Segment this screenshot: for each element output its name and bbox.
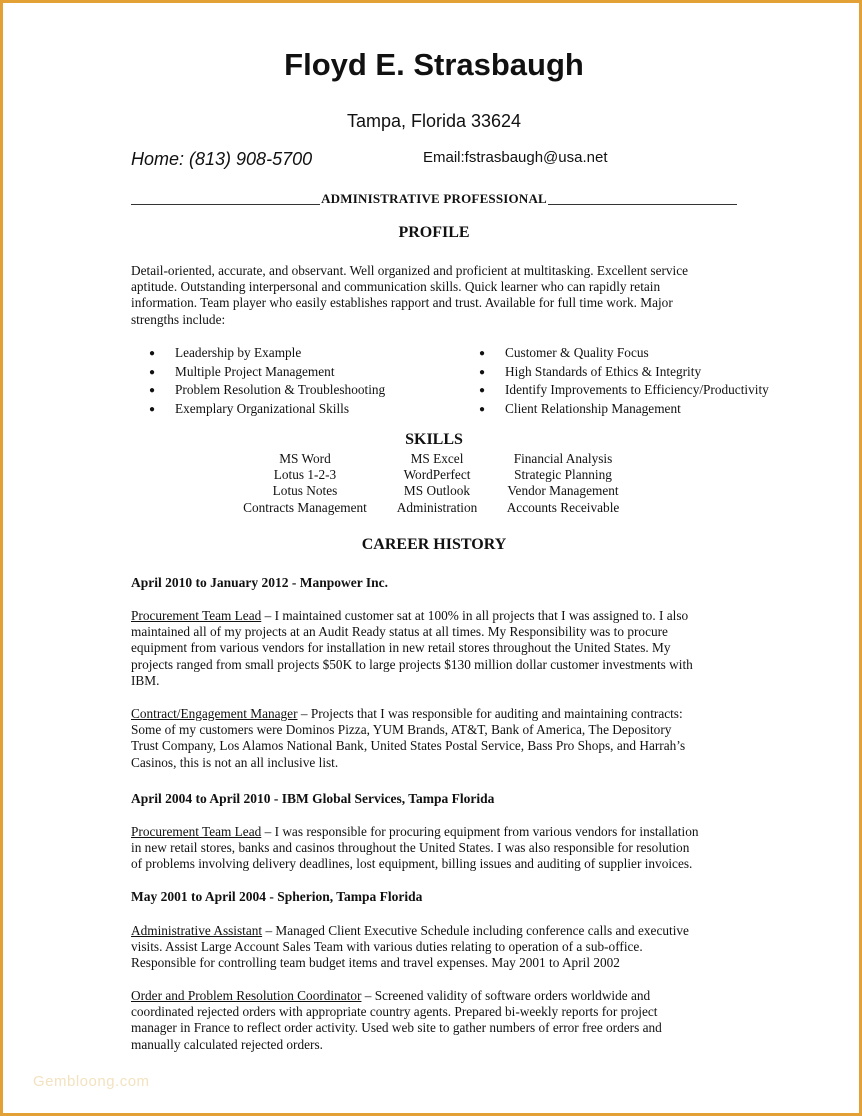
bullet-icon: ● [479, 385, 486, 396]
profile-line: information. Team player who easily establishes rapport and trust. Available for full time work. Major [131, 295, 673, 311]
title-rule-left [131, 204, 320, 205]
role-line: Casinos, this is not an all inclusive list. [131, 754, 339, 770]
role-title: Procurement Team Lead [131, 608, 262, 623]
list-item [149, 400, 385, 419]
strength-text: Problem Resolution & Troubleshooting [175, 382, 386, 397]
profile-heading: PROFILE [398, 224, 470, 241]
resume-name: Floyd E. Strasbaugh [284, 47, 584, 82]
role-text: – Screened validity of software orders worldwide and [361, 988, 651, 1003]
professional-title [131, 191, 737, 207]
role-line: projects ranged from small projects $50K to large projects $130 million dollar customer investments with [131, 656, 693, 672]
list-item [149, 344, 385, 363]
role-line: Trust Company, Los Alamos National Bank, United States Postal Service, Bass Pro Shops, and Harrah’s [131, 738, 686, 754]
role-title: Contract/Engagement Manager [131, 706, 298, 721]
watermark: Gembloong.com [33, 1073, 150, 1090]
skills-column-2 [388, 451, 486, 516]
role-title: Order and Problem Resolution Coordinator [131, 988, 362, 1003]
role-line: Responsible for controlling team budget items and travel expenses. May 2001 to April 2002 [131, 955, 620, 971]
profile-line: strengths include: [131, 311, 226, 327]
list-item [479, 400, 769, 419]
list-item [479, 363, 769, 382]
role-line: equipment from various vendors for installation in new retail stores throughout the United States. My [131, 640, 671, 656]
skill-item: Administration [396, 499, 478, 515]
role-text: – Projects that I was responsible for auditing and maintaining contracts: [297, 706, 683, 721]
role-text: – I was responsible for procuring equipment from various vendors for installation [261, 824, 699, 839]
list-item [149, 381, 385, 400]
role-line: in new retail stores, banks and casinos throughout the United States. I was also responsible for resolution [131, 840, 690, 856]
job-role-description [131, 923, 689, 972]
skill-item: Lotus 1-2-3 [273, 467, 337, 483]
job-role-description [131, 706, 685, 771]
role-first-line [131, 923, 689, 939]
role-first-line [131, 988, 662, 1004]
list-item [479, 381, 769, 400]
bullet-icon: ● [479, 403, 486, 415]
bullet-icon: ● [149, 403, 156, 415]
email: Email:fstrasbaugh@usa.net [423, 149, 608, 166]
title-rule-right [548, 204, 737, 205]
skills-column-3 [495, 451, 631, 516]
list-item [149, 363, 385, 382]
skill-item: MS Excel [410, 451, 464, 466]
skills-heading: SKILLS [405, 431, 463, 448]
role-title: Administrative Assistant [131, 923, 263, 938]
role-line: visits. Assist Large Account Sales Team with various duties relating to operation of a sub-office. [131, 939, 643, 955]
role-line: Some of my customers were Dominos Pizza, YUM Brands, AT&T, Bank of America, The Depository [131, 722, 672, 738]
professional-title-text: ADMINISTRATIVE PROFESSIONAL [321, 191, 547, 206]
career-heading: CAREER HISTORY [361, 536, 507, 553]
role-text: – I maintained customer sat at 100% in all projects that I was assigned to. I also [261, 608, 689, 623]
strengths-list-right [479, 344, 769, 418]
skill-item: MS Outlook [403, 483, 471, 499]
role-first-line [131, 608, 693, 624]
bullet-icon: ● [149, 385, 156, 396]
home-phone: Home: (813) 908-5700 [131, 149, 313, 169]
job-role-description [131, 824, 699, 873]
role-line: maintained all of my projects at an Audit Ready status at all times. My Responsibility was to procure [131, 624, 668, 640]
strength-text: Client Relationship Management [505, 400, 681, 416]
skill-item: Strategic Planning [514, 467, 612, 483]
strength-text: High Standards of Ethics & Integrity [505, 363, 702, 379]
role-first-line [131, 706, 685, 722]
profile-line: Detail-oriented, accurate, and observant. Well organized and proficient at multitasking. Excellent service [131, 263, 689, 278]
skill-item: Vendor Management [507, 483, 619, 499]
bullet-icon: ● [149, 348, 156, 359]
strength-text: Customer & Quality Focus [505, 345, 649, 360]
strength-text: Identify Improvements to Efficiency/Productivity [505, 382, 769, 397]
job-header: April 2004 to April 2010 - IBM Global Services, Tampa Florida [131, 791, 495, 806]
skill-item: Accounts Receivable [506, 499, 620, 515]
skill-item: WordPerfect [403, 467, 471, 483]
skill-item: MS Word [279, 451, 331, 466]
skill-item: Lotus Notes [272, 483, 338, 499]
role-line: manager in France to reflect order activity. Used web site to gather numbers of error free orders and [131, 1020, 662, 1036]
job-role-description [131, 988, 662, 1053]
bullet-icon: ● [479, 366, 486, 378]
strength-text: Multiple Project Management [175, 363, 335, 379]
profile-summary [131, 263, 688, 328]
profile-line: aptitude. Outstanding interpersonal and communication skills. Quick learner who can rapidly retain [131, 279, 661, 295]
strength-text: Exemplary Organizational Skills [175, 400, 350, 416]
bullet-icon: ● [479, 348, 486, 359]
skill-item: Financial Analysis [513, 451, 613, 466]
role-line: IBM. [131, 672, 160, 688]
role-line: of problems involving delivery deadlines, lost equipment, billing issues and auditing of supplier invoices. [131, 856, 693, 872]
skills-column-1 [235, 451, 375, 516]
role-line: manually calculated rejected orders. [131, 1036, 323, 1052]
job-header: May 2001 to April 2004 - Spherion, Tampa Florida [131, 889, 423, 904]
role-title: Procurement Team Lead [131, 824, 262, 839]
role-first-line [131, 824, 699, 840]
strength-text: Leadership by Example [175, 345, 302, 360]
job-role-description [131, 608, 693, 689]
list-item [479, 344, 769, 363]
skill-item: Contracts Management [243, 499, 367, 515]
job-header: April 2010 to January 2012 - Manpower Inc. [131, 575, 389, 590]
strengths-list-left [149, 344, 385, 418]
role-line: coordinated rejected orders with appropriate country agents. Prepared bi-weekly reports for project [131, 1004, 658, 1020]
bullet-icon: ● [149, 366, 156, 378]
role-text: – Managed Client Executive Schedule including conference calls and executive [262, 923, 689, 938]
location: Tampa, Florida 33624 [346, 111, 522, 131]
